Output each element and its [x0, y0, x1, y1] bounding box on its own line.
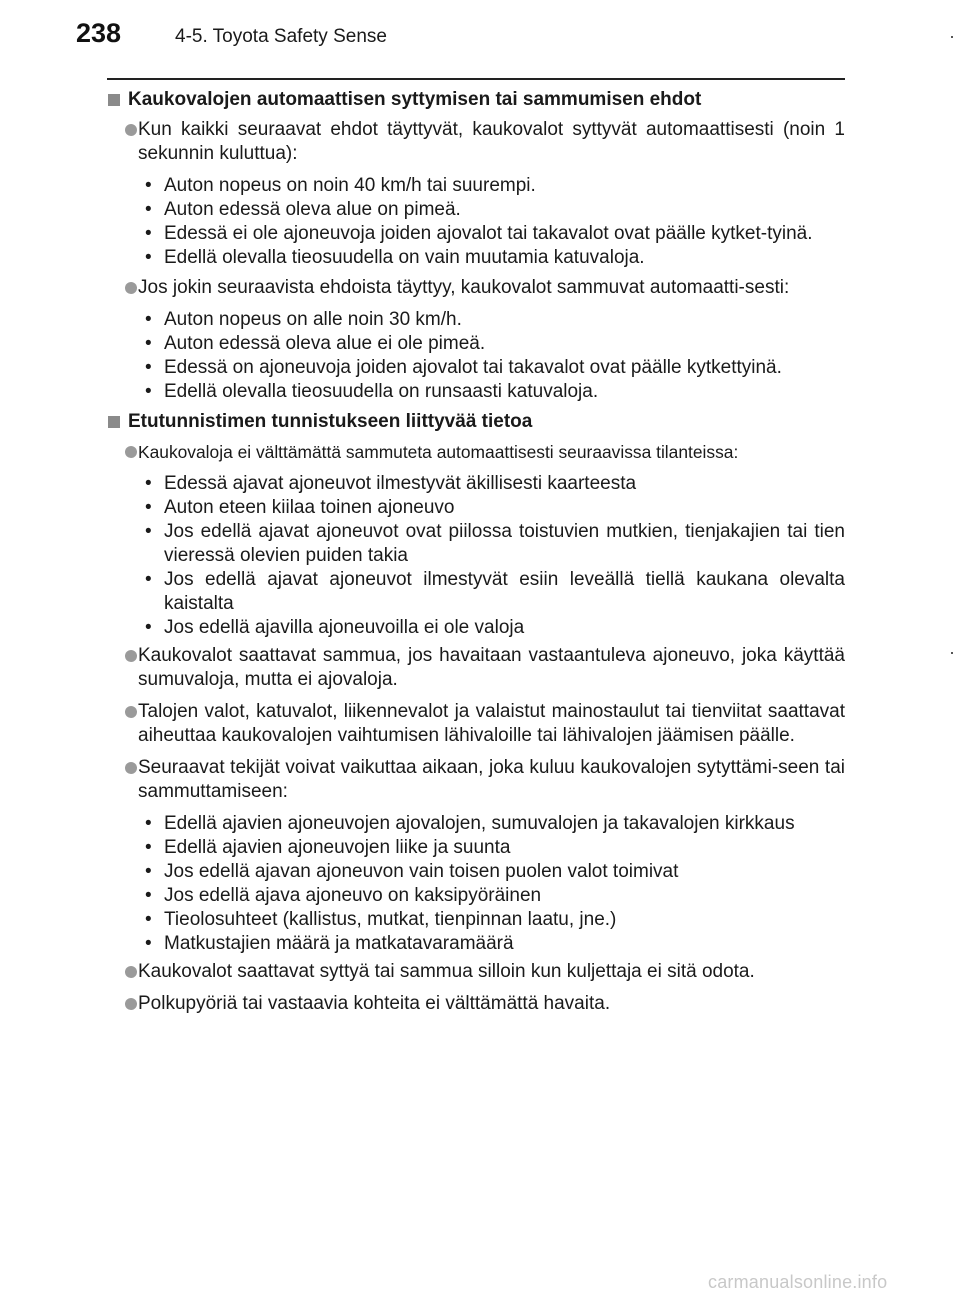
section-title: 4-5. Toyota Safety Sense — [175, 26, 387, 47]
bullet-item: • Jos edellä ajava ajoneuvo on kaksipyöräinen — [145, 885, 542, 906]
crop-mark — [951, 36, 953, 38]
bullet-item: • Auton nopeus on noin 40 km/h tai suurempi. — [145, 175, 536, 196]
item-text: Kaukovaloja ei välttämättä sammuteta automaattisesti seuraavissa tilanteissa: — [138, 442, 739, 462]
bullet-item: • Auton edessä oleva alue on pimeä. — [145, 199, 461, 220]
heading-text: Etutunnistimen tunnistukseen liittyvää tietoa — [128, 411, 533, 432]
bullet-item: • Auton edessä oleva alue ei ole pimeä. — [145, 333, 486, 354]
bullet-item: • Matkustajien määrä ja matkatavaramäärä — [145, 933, 514, 954]
square-bullet-icon — [108, 416, 120, 428]
item-text: Kaukovalot saattavat sammua, jos havaitaan vastaantuleva ajoneuvo, joka käyttää sumuvaloja, mutta ei ajovaloja. — [138, 645, 845, 690]
bullet-item: • Jos edellä ajavan ajoneuvon vain toisen puolen valot toimivat — [145, 861, 679, 882]
heading-text: Kaukovalojen automaattisen syttymisen tai sammumisen ehdot — [128, 89, 702, 110]
round-bullet-icon — [125, 446, 137, 458]
item-text: Seuraavat tekijät voivat vaikuttaa aikaan, joka kuluu kaukovalojen sytyttämi-seen tai sammuttamiseen: — [138, 757, 845, 802]
item-text: Kun kaikki seuraavat ehdot täyttyvät, kaukovalot syttyvät automaattisesti (noin 1 sekunnin kuluttua): — [138, 119, 845, 164]
bullet-list — [107, 308, 845, 404]
bullet-item: • Jos edellä ajavat ajoneuvot ilmestyvät esiin leveällä tiellä kaukana olevalta kaistalta — [145, 569, 845, 614]
list-item — [107, 992, 845, 1016]
item-text: Kaukovalot saattavat syttyä tai sammua silloin kun kuljettaja ei sitä odota. — [138, 961, 755, 982]
page-number: 238 — [76, 18, 122, 48]
crop-mark — [951, 652, 953, 654]
page-header — [0, 0, 960, 80]
bullet-list — [107, 472, 845, 640]
round-bullet-icon — [125, 124, 137, 136]
bullet-item: • Edessä ei ole ajoneuvoja joiden ajovalot tai takavalot ovat päälle kytket-tyinä. — [145, 223, 813, 244]
bullet-item: • Edellä olevalla tieosuudella on vain muutamia katuvaloja. — [145, 247, 645, 268]
watermark: carmanualsonline.info — [708, 1272, 888, 1292]
item-text: Talojen valot, katuvalot, liikennevalot ja valaistut mainostaulut tai tienviitat saattavat aiheuttaa kaukovalojen vaihtumisen lähivaloille tai lähivalojen jäämisen päälle. — [138, 701, 845, 746]
page-content — [107, 88, 845, 1024]
bullet-item: • Edellä olevalla tieosuudella on runsaasti katuvaloja. — [145, 381, 599, 402]
bullet-item: • Edellä ajavien ajoneuvojen liike ja suunta — [145, 837, 511, 858]
round-bullet-icon — [125, 762, 137, 774]
bullet-item: • Edessä on ajoneuvoja joiden ajovalot tai takavalot ovat päälle kytkettyinä. — [145, 357, 782, 378]
round-bullet-icon — [125, 998, 137, 1010]
bullet-item: • Tieolosuhteet (kallistus, mutkat, tienpinnan laatu, jne.) — [145, 909, 617, 930]
round-bullet-icon — [125, 706, 137, 718]
list-item — [107, 276, 845, 300]
square-bullet-icon — [108, 94, 120, 106]
list-item — [107, 756, 845, 804]
bullet-item: • Edessä ajavat ajoneuvot ilmestyvät äkillisesti kaarteesta — [145, 473, 637, 494]
item-text: Polkupyöriä tai vastaavia kohteita ei välttämättä havaita. — [138, 993, 611, 1014]
round-bullet-icon — [125, 282, 137, 294]
round-bullet-icon — [125, 650, 137, 662]
bullet-item: • Auton eteen kiilaa toinen ajoneuvo — [145, 497, 455, 518]
item-text: Jos jokin seuraavista ehdoista täyttyy, kaukovalot sammuvat automaatti-sesti: — [138, 277, 790, 298]
section-heading — [107, 88, 845, 112]
bullet-item: • Auton nopeus on alle noin 30 km/h. — [145, 309, 462, 330]
section-heading — [107, 410, 845, 434]
bullet-item: • Jos edellä ajavat ajoneuvot ovat piilossa toistuvien mutkien, tienjakajien tai tien vieressä olevien puiden takia — [145, 521, 845, 566]
list-item — [107, 960, 845, 984]
bullet-list — [107, 812, 845, 956]
list-item — [107, 700, 845, 748]
bullet-item: • Edellä ajavien ajoneuvojen ajovalojen, sumuvalojen ja takavalojen kirkkaus — [145, 813, 795, 834]
list-item — [107, 644, 845, 692]
header-divider — [107, 78, 845, 80]
list-item — [107, 440, 845, 464]
list-item — [107, 118, 845, 166]
round-bullet-icon — [125, 966, 137, 978]
bullet-item: • Jos edellä ajavilla ajoneuvoilla ei ole valoja — [145, 617, 525, 638]
bullet-list — [107, 174, 845, 270]
